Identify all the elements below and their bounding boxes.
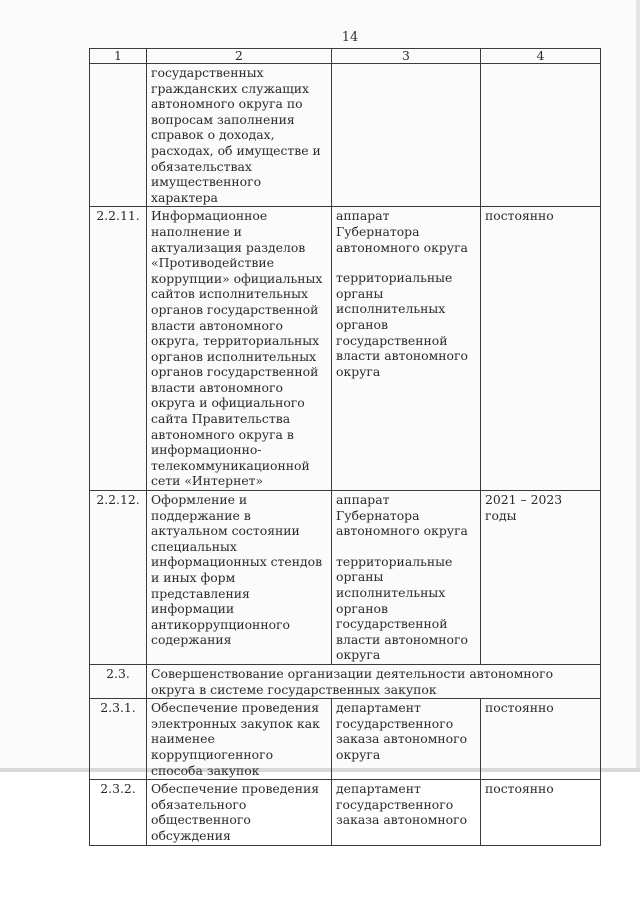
executor-cell: департамент государственного заказа автономного [332, 780, 481, 845]
term-cell [481, 64, 601, 207]
row-number [90, 64, 147, 207]
section-row [90, 664, 601, 698]
measure-cell: государственных гражданских служащих автономного округа по вопросам заполнения справок о доходах, расходах, об имуществе и обязательствах имущественного характера [147, 64, 332, 207]
row-number: 2.2.11. [90, 207, 147, 491]
executor-primary: аппарат Губернатора автономного округа [336, 492, 468, 539]
row-number: 2.3.1. [90, 699, 147, 780]
executor-cell: департамент государственного заказа автономного округа [332, 699, 481, 780]
section-title: Совершенствование организации деятельности автономного округа в системе государственных закупок [147, 664, 601, 698]
section-number: 2.3. [90, 664, 147, 698]
measure-cell: Информационное наполнение и актуализация разделов «Противодействие коррупции» официальных сайтов исполнительных органов государственной власти автономного округа, территориальных органов исполнительных органов государственной власти автономного округа и официального сайта Правительства автономного округа в информационно-телекоммуникационной сети «Интернет» [147, 207, 332, 491]
measure-cell: Обеспечение проведения обязательного общественного обсуждения [147, 780, 332, 845]
column-header: 3 [332, 49, 481, 64]
table-row [90, 64, 601, 207]
term-cell: постоянно [481, 207, 601, 491]
executor-cell [332, 64, 481, 207]
term-cell: постоянно [481, 699, 601, 780]
measure-cell: Обеспечение проведения электронных закупок как наименее коррупциогенного способа закупок [147, 699, 332, 780]
table-row [90, 780, 601, 845]
executor-secondary: территориальные органы исполнительных органов государственной власти автономного округа [336, 553, 468, 663]
measure-cell: Оформление и поддержание в актуальном состоянии специальных информационных стендов и иных форм представления информации антикоррупционного содержания [147, 491, 332, 665]
measures-table [89, 48, 601, 846]
page-edge-shadow [636, 0, 640, 770]
column-header: 2 [147, 49, 332, 64]
table-header-row [90, 49, 601, 64]
table-row [90, 699, 601, 780]
executor-cell [332, 491, 481, 665]
table-row [90, 207, 601, 491]
table-row [90, 491, 601, 665]
executor-cell [332, 207, 481, 491]
row-number: 2.3.2. [90, 780, 147, 845]
term-cell: постоянно [481, 780, 601, 845]
column-header: 4 [481, 49, 601, 64]
executor-primary: аппарат Губернатора автономного округа [336, 208, 468, 255]
column-header: 1 [90, 49, 147, 64]
executor-secondary: территориальные органы исполнительных органов государственной власти автономного округа [336, 270, 468, 379]
page-number: 14 [341, 30, 359, 45]
term-cell: 2021 – 2023 годы [481, 491, 601, 665]
row-number: 2.2.12. [90, 491, 147, 665]
